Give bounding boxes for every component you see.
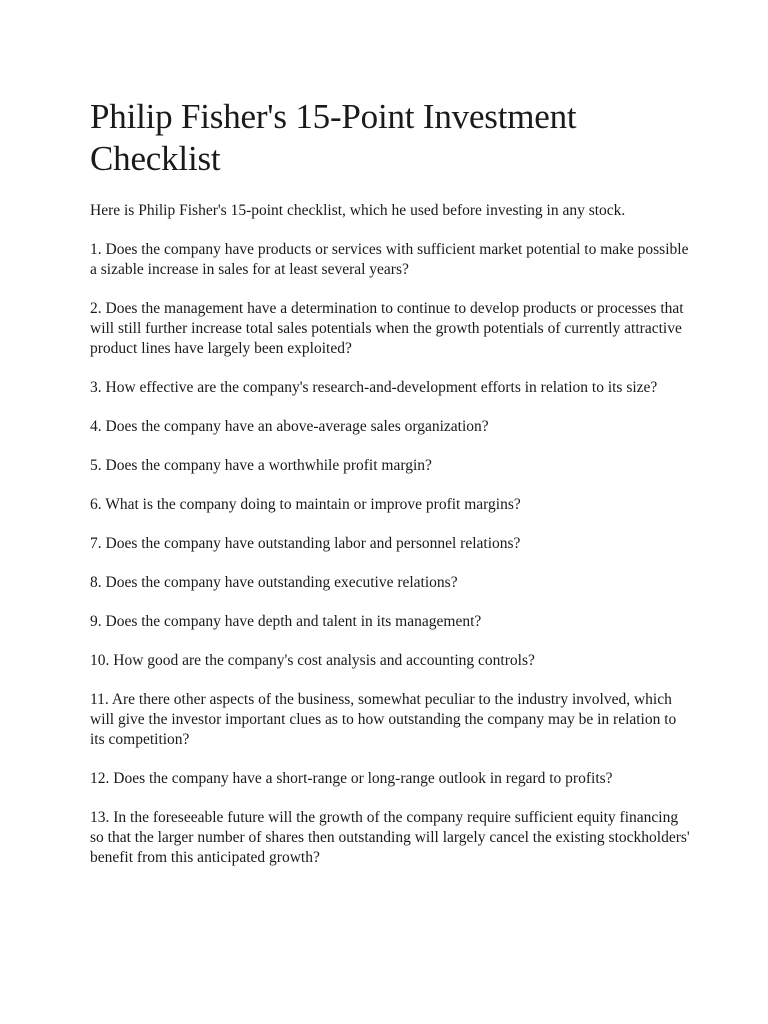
checklist-item-12: 12. Does the company have a short-range or long-range outlook in regard to profits? (90, 770, 613, 787)
intro-paragraph: Here is Philip Fisher's 15-point checklist, which he used before investing in any stock. (90, 202, 626, 219)
document-page (90, 96, 690, 887)
checklist-item-3: 3. How effective are the company's research-and-development efforts in relation to its size? (90, 379, 658, 396)
checklist-item-9: 9. Does the company have depth and talent in its management? (90, 613, 482, 630)
checklist-item-6: 6. What is the company doing to maintain or improve profit margins? (90, 496, 521, 513)
checklist-item-2: 2. Does the management have a determination to continue to develop products or processes that will still further increase total sales potentials when the growth potentials of currently attractive product lines have largely been exploited? (90, 300, 684, 357)
checklist-item-8: 8. Does the company have outstanding executive relations? (90, 574, 458, 591)
checklist-item-11: 11. Are there other aspects of the business, somewhat peculiar to the industry involved, which will give the investor important clues as to how outstanding the company may be in relation to its competition? (90, 691, 677, 748)
checklist-item-5: 5. Does the company have a worthwhile profit margin? (90, 457, 432, 474)
checklist-item-13: 13. In the foreseeable future will the growth of the company require sufficient equity financing so that the larger number of shares then outstanding will largely cancel the existing stockholders' benefit from this anticipated growth? (90, 809, 690, 866)
checklist-item-10: 10. How good are the company's cost analysis and accounting controls? (90, 652, 535, 669)
checklist-item-7: 7. Does the company have outstanding labor and personnel relations? (90, 535, 521, 552)
checklist-item-1: 1. Does the company have products or services with sufficient market potential to make possible a sizable increase in sales for at least several years? (90, 241, 689, 278)
page-title: Philip Fisher's 15-Point Investment Checklist (90, 97, 577, 178)
checklist-item-4: 4. Does the company have an above-average sales organization? (90, 418, 489, 435)
